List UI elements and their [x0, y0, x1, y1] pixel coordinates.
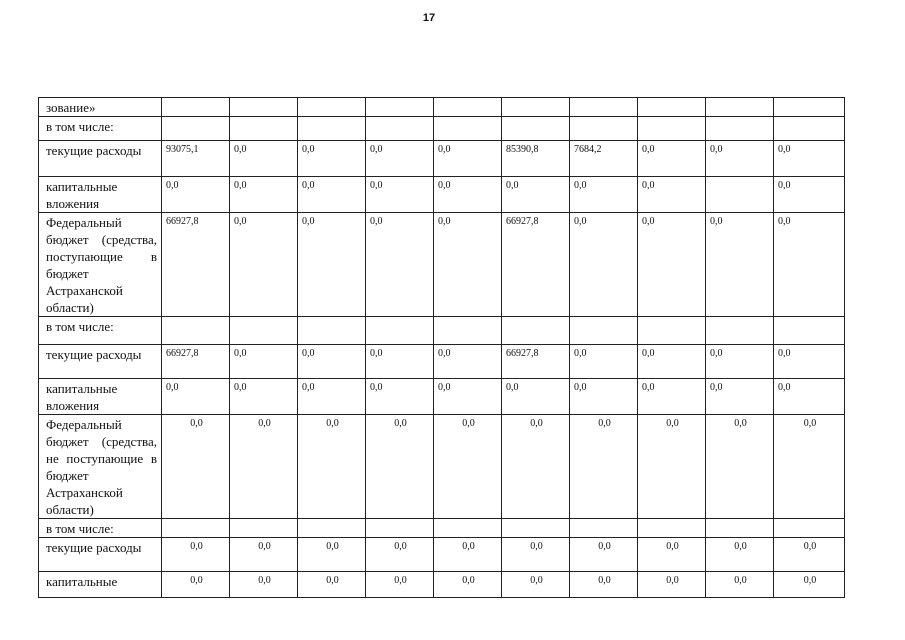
budget-table [38, 97, 845, 598]
value-cell [434, 519, 502, 538]
value-cell: 0,0 [502, 379, 570, 415]
value-cell: 0,0 [298, 379, 366, 415]
value-cell: 0,0 [774, 538, 845, 572]
value-cell: 0,0 [366, 141, 434, 177]
value-cell [774, 317, 845, 345]
value-cell: 0,0 [162, 177, 230, 213]
value-cell: 0,0 [298, 345, 366, 379]
value-cell: 0,0 [706, 572, 774, 598]
row-label: текущие расходы [39, 538, 162, 572]
value-cell: 0,0 [366, 177, 434, 213]
value-cell [706, 177, 774, 213]
value-cell [502, 519, 570, 538]
value-cell [502, 317, 570, 345]
row-label: Федеральный бюджет (средства, не поступающие в бюджет Астраханской области) [39, 415, 162, 519]
page-number: 17 [422, 12, 436, 24]
value-cell: 0,0 [638, 213, 706, 317]
value-cell [638, 519, 706, 538]
value-cell: 0,0 [774, 345, 845, 379]
row-label: в том числе: [39, 519, 162, 538]
value-cell [434, 117, 502, 141]
value-cell [366, 317, 434, 345]
value-cell [570, 317, 638, 345]
row-label: текущие расходы [39, 345, 162, 379]
value-cell [366, 117, 434, 141]
value-cell: 0,0 [570, 572, 638, 598]
value-cell: 0,0 [774, 213, 845, 317]
value-cell: 0,0 [434, 345, 502, 379]
value-cell [502, 98, 570, 117]
value-cell: 0,0 [706, 415, 774, 519]
value-cell: 0,0 [570, 379, 638, 415]
value-cell: 0,0 [706, 213, 774, 317]
value-cell [774, 519, 845, 538]
value-cell [162, 98, 230, 117]
table-row [39, 572, 845, 598]
value-cell: 0,0 [298, 415, 366, 519]
value-cell: 0,0 [230, 538, 298, 572]
value-cell: 0,0 [434, 415, 502, 519]
value-cell [230, 98, 298, 117]
value-cell: 85390,8 [502, 141, 570, 177]
value-cell: 0,0 [162, 538, 230, 572]
row-label: текущие расходы [39, 141, 162, 177]
table-row [39, 213, 845, 317]
value-cell [162, 317, 230, 345]
value-cell: 0,0 [230, 141, 298, 177]
value-cell [230, 317, 298, 345]
row-label: в том числе: [39, 117, 162, 141]
value-cell: 0,0 [366, 345, 434, 379]
value-cell: 0,0 [434, 572, 502, 598]
row-label: капитальные вложения [39, 177, 162, 213]
row-label: капитальные [39, 572, 162, 598]
row-label: капитальные вложения [39, 379, 162, 415]
value-cell: 0,0 [502, 572, 570, 598]
value-cell: 0,0 [774, 572, 845, 598]
value-cell [570, 519, 638, 538]
value-cell [706, 98, 774, 117]
value-cell: 0,0 [230, 572, 298, 598]
value-cell [162, 519, 230, 538]
value-cell: 0,0 [706, 538, 774, 572]
value-cell [434, 98, 502, 117]
value-cell: 0,0 [298, 213, 366, 317]
value-cell: 0,0 [230, 379, 298, 415]
value-cell [774, 98, 845, 117]
table-row [39, 415, 845, 519]
value-cell [638, 317, 706, 345]
value-cell: 0,0 [230, 415, 298, 519]
value-cell: 0,0 [434, 538, 502, 572]
value-cell: 0,0 [230, 213, 298, 317]
value-cell [162, 117, 230, 141]
value-cell: 93075,1 [162, 141, 230, 177]
value-cell: 0,0 [638, 538, 706, 572]
value-cell: 0,0 [570, 177, 638, 213]
value-cell [366, 98, 434, 117]
value-cell: 0,0 [298, 141, 366, 177]
value-cell [230, 117, 298, 141]
table-row [39, 98, 845, 117]
value-cell: 0,0 [502, 538, 570, 572]
table-row [39, 317, 845, 345]
value-cell [434, 317, 502, 345]
value-cell: 0,0 [638, 345, 706, 379]
value-cell [298, 317, 366, 345]
table-row [39, 345, 845, 379]
value-cell [570, 98, 638, 117]
value-cell [502, 117, 570, 141]
value-cell: 66927,8 [162, 213, 230, 317]
value-cell: 0,0 [570, 213, 638, 317]
value-cell: 0,0 [638, 177, 706, 213]
table-row [39, 117, 845, 141]
value-cell: 0,0 [774, 379, 845, 415]
value-cell: 0,0 [366, 415, 434, 519]
value-cell: 0,0 [706, 345, 774, 379]
value-cell [298, 117, 366, 141]
value-cell: 0,0 [570, 345, 638, 379]
value-cell: 0,0 [638, 572, 706, 598]
value-cell: 0,0 [230, 177, 298, 213]
value-cell [638, 117, 706, 141]
value-cell: 0,0 [774, 177, 845, 213]
value-cell: 7684,2 [570, 141, 638, 177]
row-label: Федеральный бюджет (средства, поступающие в бюджет Астраханской области) [39, 213, 162, 317]
value-cell: 0,0 [162, 572, 230, 598]
table-row [39, 141, 845, 177]
value-cell: 0,0 [638, 379, 706, 415]
value-cell: 0,0 [366, 213, 434, 317]
value-cell: 0,0 [366, 379, 434, 415]
table-row [39, 538, 845, 572]
table-row [39, 519, 845, 538]
table-body [39, 98, 845, 598]
value-cell [706, 519, 774, 538]
value-cell: 0,0 [502, 177, 570, 213]
row-label: зование» [39, 98, 162, 117]
value-cell: 0,0 [366, 538, 434, 572]
value-cell: 0,0 [706, 141, 774, 177]
table-row [39, 379, 845, 415]
value-cell: 0,0 [298, 572, 366, 598]
value-cell: 0,0 [570, 415, 638, 519]
value-cell: 66927,8 [162, 345, 230, 379]
value-cell [298, 98, 366, 117]
value-cell: 0,0 [298, 177, 366, 213]
value-cell: 0,0 [230, 345, 298, 379]
value-cell: 0,0 [162, 379, 230, 415]
value-cell: 0,0 [434, 379, 502, 415]
value-cell: 66927,8 [502, 213, 570, 317]
value-cell: 0,0 [502, 415, 570, 519]
value-cell [706, 317, 774, 345]
value-cell [638, 98, 706, 117]
value-cell: 0,0 [774, 141, 845, 177]
value-cell: 66927,8 [502, 345, 570, 379]
value-cell [570, 117, 638, 141]
value-cell [706, 117, 774, 141]
value-cell: 0,0 [706, 379, 774, 415]
value-cell: 0,0 [434, 177, 502, 213]
row-label: в том числе: [39, 317, 162, 345]
value-cell [774, 117, 845, 141]
value-cell: 0,0 [298, 538, 366, 572]
value-cell: 0,0 [638, 415, 706, 519]
value-cell: 0,0 [366, 572, 434, 598]
value-cell [366, 519, 434, 538]
value-cell: 0,0 [570, 538, 638, 572]
value-cell: 0,0 [774, 415, 845, 519]
table-row [39, 177, 845, 213]
value-cell: 0,0 [434, 213, 502, 317]
value-cell: 0,0 [434, 141, 502, 177]
value-cell: 0,0 [162, 415, 230, 519]
value-cell: 0,0 [638, 141, 706, 177]
value-cell [298, 519, 366, 538]
value-cell [230, 519, 298, 538]
